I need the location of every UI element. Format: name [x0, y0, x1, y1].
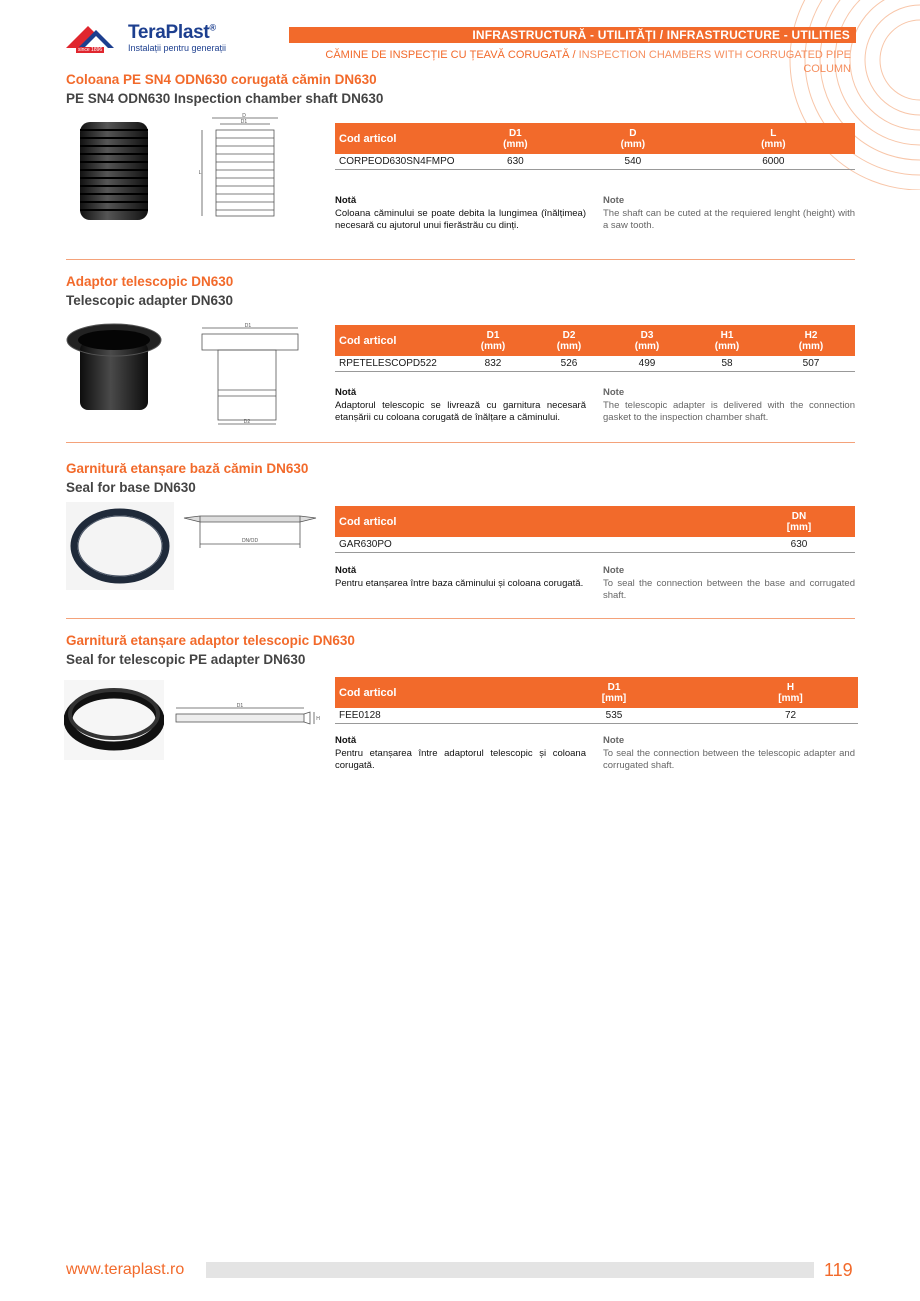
- section-title: Coloana PE SN4 ODN630 corugată cămin DN630: [66, 72, 377, 87]
- note-ro: Notă Adaptorul telescopic se livrează cu garnitura necesară etanșării cu coloana corugată de înălțare a căminului.: [335, 387, 586, 423]
- shaft-dim-d1: D1: [240, 119, 248, 125]
- section-subtitle: PE SN4 ODN630 Inspection chamber shaft DN630: [66, 91, 384, 106]
- brand-since: since 1896: [78, 47, 103, 53]
- footer-bar: [206, 1262, 814, 1278]
- section-subtitle: Seal for telescopic PE adapter DN630: [66, 652, 306, 667]
- telescopic-adapter-photo: [64, 320, 164, 416]
- col-d1: D1 [mm]: [455, 677, 655, 708]
- col-code: Cod articol: [335, 325, 455, 356]
- telescopic-seal-photo: [64, 680, 164, 760]
- section-divider: [66, 442, 855, 443]
- seal2-dim-h: H: [316, 716, 320, 722]
- telescopic-seal-drawing: [172, 700, 320, 734]
- adapter-dim-d1: D1: [244, 323, 252, 329]
- shaft-dim-l: L: [198, 170, 202, 176]
- col-h: H [mm]: [655, 677, 858, 708]
- section-subtitle: Seal for base DN630: [66, 480, 196, 495]
- col-dn: DN [mm]: [455, 506, 855, 537]
- col-d2: D2 (mm): [531, 325, 607, 356]
- brand-name: TeraPlast®: [128, 22, 216, 43]
- spec-table-adapter: [335, 325, 855, 372]
- col-d: D (mm): [574, 123, 692, 154]
- adapter-drawing: [198, 320, 302, 426]
- col-d1: D1 (mm): [455, 325, 531, 356]
- section-subtitle: Telescopic adapter DN630: [66, 293, 234, 308]
- section-title: Garnitură etanșare bază cămin DN630: [66, 461, 309, 476]
- seal2-dim-d1: D1: [236, 703, 244, 709]
- note-en: Note To seal the connection between the telescopic adapter and corrugated shaft.: [603, 735, 855, 771]
- note-en: Note To seal the connection between the base and corrugated shaft.: [603, 565, 855, 601]
- spec-table-shaft: [335, 123, 855, 170]
- section-title: Adaptor telescopic DN630: [66, 274, 234, 289]
- note-en: Note The shaft can be cuted at the requiered lenght (height) with a saw tooth.: [603, 195, 855, 231]
- col-code: Cod articol: [335, 677, 455, 708]
- section-divider: [66, 259, 855, 260]
- spec-table-base-seal: [335, 506, 855, 553]
- col-code: Cod articol: [335, 123, 457, 154]
- page-number: 119: [824, 1260, 853, 1280]
- base-seal-drawing: [180, 508, 320, 552]
- note-ro: Notă Pentru etanșarea între adaptorul telescopic și coloana corugată.: [335, 735, 586, 771]
- col-h1: H1 (mm): [687, 325, 767, 356]
- note-en: Note The telescopic adapter is delivered with the connection gasket to the inspection chamber shaft.: [603, 387, 855, 423]
- col-d1: D1 (mm): [457, 123, 575, 154]
- col-code: Cod articol: [335, 506, 455, 537]
- base-seal-photo: [66, 502, 174, 590]
- note-ro: Notă Pentru etanșarea între baza căminului și coloana corugată.: [335, 565, 584, 589]
- section-divider: [66, 618, 855, 619]
- col-l: L (mm): [692, 123, 855, 154]
- section-title: Garnitură etanșare adaptor telescopic DN630: [66, 633, 355, 648]
- shaft-drawing: [196, 112, 300, 224]
- brand-tagline: Instalații pentru generații: [128, 43, 227, 53]
- col-h2: H2 (mm): [767, 325, 855, 356]
- table-row: GAR630PO 630: [335, 537, 855, 553]
- category-bar: INFRASTRUCTURĂ - UTILITĂȚI / INFRASTRUCTURE - UTILITIES: [289, 27, 856, 43]
- seal-dim-dnod: DN/OD: [241, 538, 259, 544]
- note-ro: Notă Coloana căminului se poate debita la lungimea (înălțimea) necesară cu ajutorul unui fierăstrău cu dinți.: [335, 195, 586, 231]
- adapter-dim-d2: D2: [243, 419, 251, 425]
- table-row: FEE0128 535 72: [335, 708, 858, 724]
- spec-table-telescopic-seal: [335, 677, 858, 724]
- table-row: RPETELESCOPD522 832 526 499 58 507: [335, 356, 855, 372]
- table-row: CORPEOD630SN4FMPO 630 540 6000: [335, 154, 855, 170]
- subcategory: CĂMINE DE INSPECȚIE CU ȚEAVĂ CORUGATĂ / INSPECTION CHAMBERS WITH CORRUGATED PIPE COLUMN: [325, 49, 851, 75]
- footer-url-link[interactable]: www.teraplast.ro: [66, 1261, 185, 1278]
- col-d3: D3 (mm): [607, 325, 687, 356]
- corrugated-shaft-photo: [74, 118, 154, 224]
- shaft-dim-d: D: [242, 113, 246, 119]
